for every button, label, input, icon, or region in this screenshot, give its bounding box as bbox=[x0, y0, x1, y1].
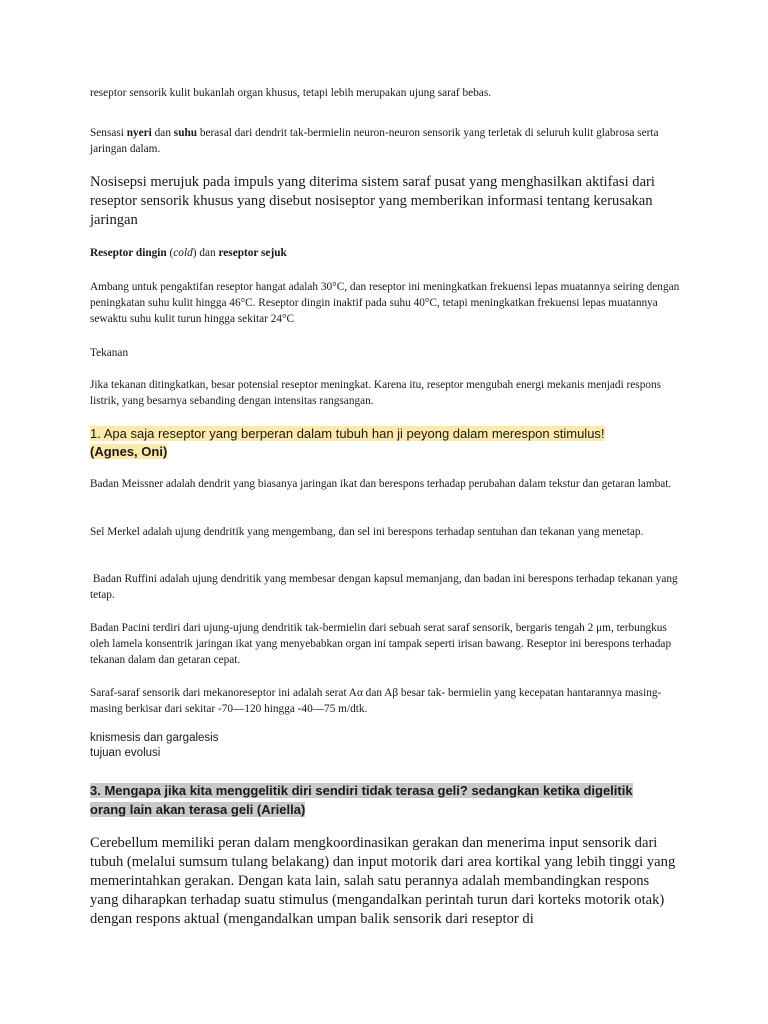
question-1 bbox=[90, 425, 680, 461]
question-3 bbox=[90, 781, 680, 819]
text-run: ) dan bbox=[192, 247, 219, 259]
paragraph-merkel: Sel Merkel adalah ujung dendritik yang mengembang, dan sel ini berespons terhadap sentuhan dan tekanan yang menetap. bbox=[90, 526, 644, 538]
heading-cold-receptors bbox=[90, 245, 680, 261]
paragraph-ruffini: Badan Ruffini adalah ujung dendritik yang membesar dengan kapsul memanjang, dan badan ini berespons terhadap tekanan yang tetap. bbox=[90, 573, 681, 601]
bold-term-suhu: suhu bbox=[173, 127, 198, 139]
bold-term: reseptor sejuk bbox=[218, 247, 287, 259]
note-line: tujuan evolusi bbox=[90, 747, 161, 759]
text-run: Sensasi bbox=[90, 127, 127, 139]
paragraph-receptor-intro: reseptor sensorik kulit bukanlah organ khusus, tetapi lebih merupakan ujung saraf bebas. bbox=[90, 87, 492, 99]
heading-pressure: Tekanan bbox=[90, 347, 129, 359]
paragraph-nerve-fibers: Saraf-saraf sensorik dari mekanoreseptor ini adalah serat Aα dan Aβ besar tak- bermielin yang kecepatan hantarannya masing-masing berkisar dari sekitar -70—120 hingga -40—75 m/dtk. bbox=[90, 687, 662, 715]
notes-knismesis bbox=[90, 731, 680, 761]
question-1-authors: (Agnes, Oni) bbox=[90, 444, 168, 459]
text-run: dan bbox=[151, 127, 174, 139]
paragraph-meissner: Badan Meissner adalah dendrit yang biasanya jaringan ikat dan berespons terhadap perubahan dalam tekstur dan getaran lambat. bbox=[90, 478, 672, 490]
question-1-text: 1. Apa saja reseptor yang berperan dalam tubuh han ji peyong dalam merespon stimulus! bbox=[90, 426, 605, 441]
italic-term: cold bbox=[173, 247, 193, 259]
bold-term: Reseptor dingin bbox=[90, 247, 167, 259]
note-line: knismesis dan gargalesis bbox=[90, 732, 219, 744]
bold-term-nyeri: nyeri bbox=[126, 127, 152, 139]
paragraph-pain-temperature bbox=[90, 125, 680, 157]
paragraph-pressure: Jika tekanan ditingkatkan, besar potensial reseptor meningkat. Karena itu, reseptor mengubah energi mekanis menjadi respons listrik, yang besarnya sebanding dengan intensitas rangsangan. bbox=[90, 379, 662, 407]
question-3-text: 3. Mengapa jika kita menggelitik diri sendiri tidak terasa geli? sedangkan ketika digelitik bbox=[90, 783, 633, 798]
question-3-text-cont: orang lain akan terasa geli (Ariella) bbox=[90, 802, 306, 817]
paragraph-pacini: Badan Pacini terdiri dari ujung-ujung dendritik tak-bermielin dari sebuah serat saraf sensorik, bergaris tengah 2 μm, terbungkus oleh lamela konsentrik jaringan ikat yang menyebabkan organ ini tampak seperti irisan bawang. Reseptor ini berespons terhadap tekanan dalam dan getaran cepat. bbox=[90, 622, 672, 666]
text-run: berasal dari dendrit tak-bermielin neuron-neuron sensorik yang terletak di seluruh kulit glabrosa serta jaringan dalam. bbox=[90, 127, 659, 155]
text-run: ( bbox=[166, 247, 174, 259]
paragraph-thermal-thresholds: Ambang untuk pengaktifan reseptor hangat adalah 30°C, dan reseptor ini meningkatkan frekuensi lepas muatannya seiring dengan peningkatan suhu kulit hingga 46°C. Reseptor dingin inaktif pada suhu 40°C, tetapi meningkatkan frekuensi lepas muatannya sewaktu suhu kulit turun hingga sekitar 24°C bbox=[90, 281, 680, 325]
paragraph-cerebellum: Cerebellum memiliki peran dalam mengkoordinasikan gerakan dan menerima input sensorik dari tubuh (melalui sumsum tulang belakang) dan input motorik dari area kortikal yang lebih tinggi yang memerintahkan gerakan. Dengan kata lain, salah satu perannya adalah membandingkan respons yang diharapkan terhadap suatu stimulus (mengandalkan perintah turun dari korteks motorik otak) dengan respons aktual (mengandalkan umpan balik sensorik dari reseptor di bbox=[90, 835, 676, 927]
paragraph-nociception: Nosisepsi merujuk pada impuls yang diterima sistem saraf pusat yang menghasilkan aktifasi dari reseptor sensorik khusus yang disebut nosiseptor yang memberikan informasi tentang kerusakan jaringan bbox=[90, 174, 655, 228]
